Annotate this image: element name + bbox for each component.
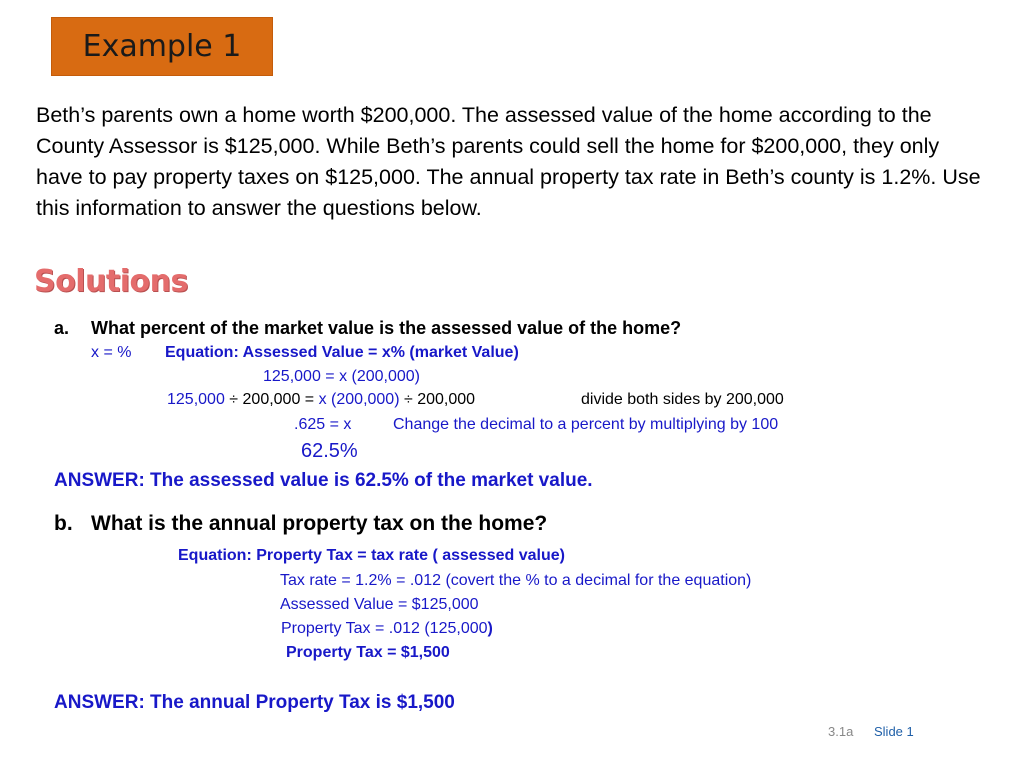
solutions-heading: Solutions — [34, 264, 188, 299]
step-3-paren: ) — [487, 620, 493, 637]
slide-title: Example 1 — [51, 17, 273, 76]
part-a-variable: x = % — [91, 344, 132, 361]
part-b-letter: b. — [54, 512, 73, 535]
part-a-step-2-note: divide both sides by 200,000 — [581, 391, 784, 408]
part-a-step-2 — [167, 391, 475, 409]
slide-number: Slide 1 — [874, 724, 914, 739]
part-b-answer: ANSWER: The annual Property Tax is $1,500 — [54, 692, 455, 713]
part-b-question: What is the annual property tax on the home? — [91, 512, 548, 535]
part-a-step-3-note: Change the decimal to a percent by multiplying by 100 — [393, 416, 779, 433]
part-a-step-1: 125,000 = x (200,000) — [263, 368, 421, 385]
part-a-result: 62.5% — [301, 440, 358, 462]
part-b-step-3 — [281, 620, 493, 638]
section-number: 3.1a — [828, 724, 854, 739]
part-a-question: What percent of the market value is the assessed value of the home? — [91, 318, 682, 338]
part-b-step-2: Assessed Value = $125,000 — [280, 596, 479, 613]
part-b-equation: Equation: Property Tax = tax rate ( assessed value) — [178, 547, 565, 564]
step-2-part-1: 125,000 — [167, 391, 225, 408]
part-a-answer: ANSWER: The assessed value is 62.5% of the market value. — [54, 470, 593, 491]
part-b-step-1: Tax rate = 1.2% = .012 (covert the % to a decimal for the equation) — [280, 572, 752, 589]
part-b-result: Property Tax = $1,500 — [286, 644, 450, 661]
problem-statement: Beth’s parents own a home worth $200,000. The assessed value of the home according to the County Assessor is $125,000. While Beth’s parents could sell the home for $200,000, they only have to pay property taxes on $125,000. The annual property tax rate in Beth’s county is 1.2%. Use this information to answer the questions below. — [36, 103, 981, 220]
step-3-text: Property Tax = .012 (125,000 — [281, 620, 488, 637]
step-2-part-2: ÷ 200,000 = — [224, 391, 319, 408]
part-a-letter: a. — [54, 318, 70, 338]
part-a-step-3: .625 = x — [294, 416, 352, 433]
step-2-part-4: ÷ 200,000 — [399, 391, 476, 408]
part-a-equation: Equation: Assessed Value = x% (market Value) — [165, 344, 519, 361]
step-2-part-3: x (200,000) — [318, 391, 400, 408]
